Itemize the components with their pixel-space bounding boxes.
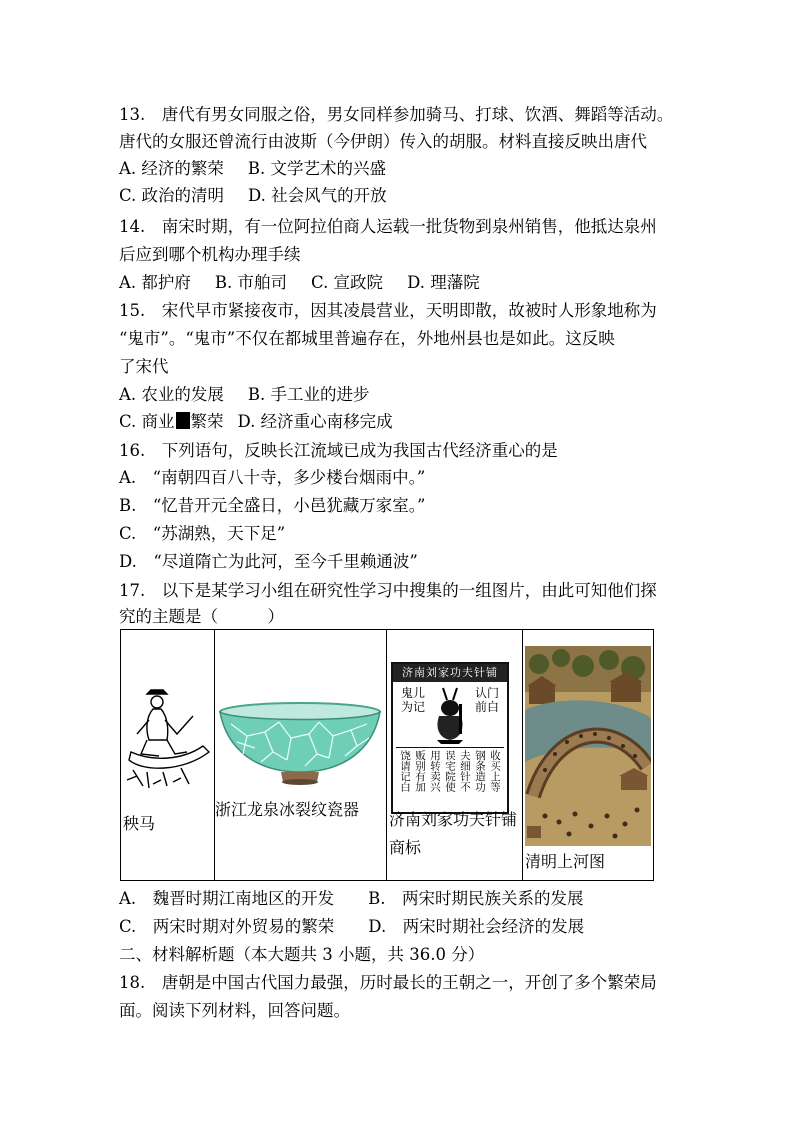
trademark-col: 误宅院使 [444,750,456,792]
trademark-col: 饶请记白 [399,750,411,792]
trademark-col: 夫细针不 [459,750,471,792]
q16-stem: 16. 下列语句，反映长江流域已成为我国古代经济重心的是 [119,441,558,460]
q17-stem-line1: 17. 以下是某学习小组在研究性学习中搜集的一组图片，由此可知他们探 [119,581,657,600]
q18-stem-line1: 18. 唐朝是中国古代国力最强，历时最长的王朝之一，开创了多个繁荣局 [119,973,657,992]
q17-option-b: B. 两宋时期民族关系的发展 [368,889,584,908]
q14-option-b: B. 市舶司 [214,273,288,292]
q15-stem-line2: “鬼市”。“鬼市”不仅在都城里普遍存在，外地州县也是如此。这反映 [119,329,615,348]
q15-stem-line1: 15. 宋代早市紧接夜市，因其凌晨营业，天明即散，故被时人形象地称为 [119,301,657,320]
q16-option-b: B. “忆昔开元全盛日，小邑犹藏万家室。” [119,496,426,515]
q17-options-row1 [119,888,584,910]
q13-stem-line1: 13. 唐代有男女同服之俗，男女同样参加骑马、打球、饮酒、舞蹈等活动。 [119,105,674,124]
q17-option-d: D. 两宋时期社会经济的发展 [368,917,585,936]
q13-option-b: B. 文学艺术的兴盛 [247,159,387,178]
trademark-col: 用转卖兴 [429,750,441,792]
crackle-porcelain-bowl-icon [217,702,383,788]
q13-options-row1 [119,158,386,180]
section2-heading: 二、材料解析题（本大题共 3 小题，共 36.0 分） [119,945,485,964]
q16-option-c: C. “苏湖熟，天下足” [119,524,286,543]
trademark-right-text: 认门前白 [474,686,499,714]
q15-option-a: A. 农业的发展 [119,385,224,404]
q15-options-row1 [119,384,370,406]
q17-stem-line2: 究的主题是（ ） [119,607,284,626]
rabbit-pestle-icon [429,684,473,746]
q14-stem-line2: 后应到哪个机构办理手续 [119,245,301,264]
trademark-col: 贩别有加 [414,750,426,792]
q17-caption-yangma: 秧马 [123,814,156,833]
q14-options-row [119,272,480,294]
q16-option-d: D. “尽道隋亡为此河，至今千里赖通波” [119,552,418,571]
q14-option-d: D. 理藩院 [407,273,480,292]
q17-cell-trademark [387,630,523,880]
trademark-col: 收买上等 [489,750,501,792]
q15-option-c-suffix: 繁荣 [190,412,224,431]
q13-options-row2 [119,185,387,207]
q17-image-table [120,629,654,881]
trademark-col: 钢条造功 [474,750,486,792]
q17-cell-qingming [523,630,653,880]
q15-stem-line3: 了宋代 [119,357,169,376]
q17-cell-porcelain [215,630,387,880]
q14-option-a: A. 都护府 [119,273,191,292]
trademark-left-text: 鬼儿为记 [400,686,425,714]
q17-options-row2 [119,916,584,938]
q13-option-c: C. 政治的清明 [119,186,225,205]
q13-option-d: D. 社会风气的开放 [248,186,387,205]
trademark-bottom-text [396,747,504,809]
q13-option-a: A. 经济的繁荣 [119,159,224,178]
q16-option-a: A. “南朝四百八十寺，多少楼台烟雨中。” [119,468,426,487]
q17-cell-yangma [121,630,215,880]
redaction-block [176,412,190,429]
q17-option-a: A. 魏晋时期江南地区的开发 [119,889,335,908]
qingming-painting-icon [525,646,651,846]
q15-option-d: D. 经济重心南移完成 [237,412,393,431]
farmer-on-seedling-horse-icon [123,676,213,796]
q14-option-c: C. 宣政院 [311,273,384,292]
q17-caption-porcelain: 浙江龙泉冰裂纹瓷器 [215,800,360,819]
q17-caption-trademark: 济南刘家功夫针铺商标 [389,810,518,857]
q15-option-b: B. 手工业的进步 [247,385,370,404]
q18-stem-line2: 面。阅读下列材料，回答问题。 [119,1001,350,1020]
q15-options-row2 [119,411,393,433]
q15-option-c-prefix: C. 商业 [119,412,175,431]
needle-shop-trademark-icon [391,662,509,814]
q13-stem-line2: 唐代的女服还曾流行由波斯（今伊朗）传入的胡服。材料直接反映出唐代 [119,132,647,151]
q14-stem-line1: 14. 南宋时期，有一位阿拉伯商人运载一批货物到泉州销售，他抵达泉州 [119,217,657,236]
q17-option-c: C. 两宋时期对外贸易的繁荣 [119,917,335,936]
q17-caption-qingming: 清明上河图 [525,852,606,871]
trademark-title: 济南刘家功夫针铺 [393,664,507,682]
